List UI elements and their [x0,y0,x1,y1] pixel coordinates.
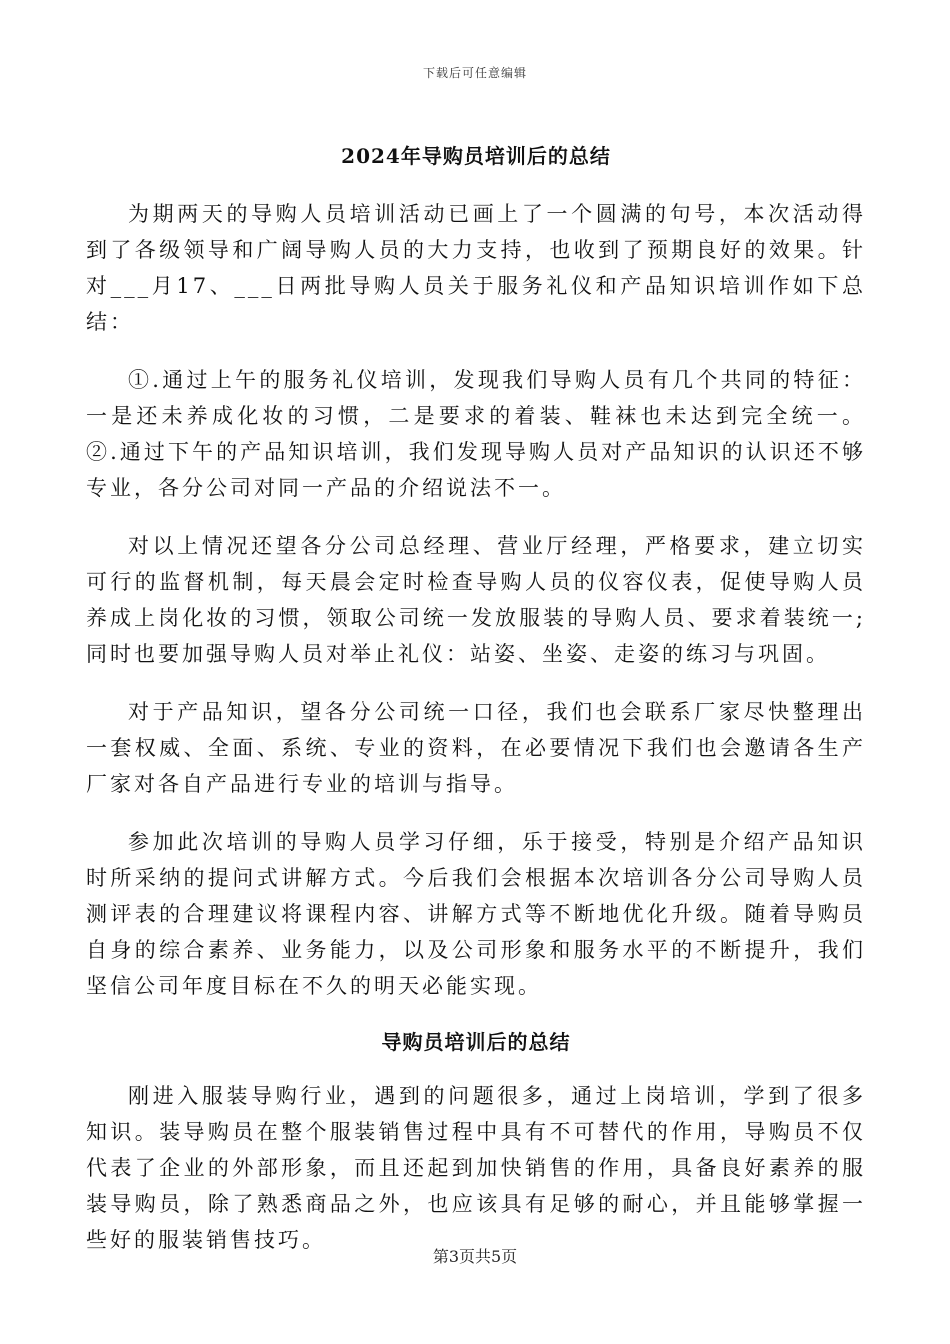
paragraph-product-knowledge: 对于产品知识，望各分公司统一口径，我们也会联系厂家尽快整理出一套权威、全面、系统、专业的资料，在必要情况下我们也会邀请各生产厂家对各自产品进行专业的培训与指导。 [86,700,866,796]
page-number: 第3页共5页 [432,1247,518,1266]
paragraph-intro: 为期两天的导购人员培训活动已画上了一个圆满的句号，本次活动得到了各级领导和广阔导购人员的大力支持，也收到了预期良好的效果。针对___月17、___日两批导购人员关于服务礼仪和产品知识培训作如下总结： [86,202,866,334]
paragraph-requirements: 对以上情况还望各分公司总经理、营业厅经理，严格要求，建立切实可行的监督机制，每天晨会定时检查导购人员的仪容仪表，促使导购人员养成上岗化妆的习惯，领取公司统一发放服装的导购人员、要求着装统一;同时也要加强导购人员对举止礼仪：站姿、坐姿、走姿的练习与巩固。 [86,534,866,666]
header-note: 下载后可任意编辑 [422,66,527,80]
document-body [86,140,866,1258]
paragraph-section-intro: 刚进入服装导购行业，遇到的问题很多，通过上岗培训，学到了很多知识。装导购员在整个服装销售过程中具有不可替代的作用，导购员不仅代表了企业的外部形象，而且还起到加快销售的作用，具备良好素养的服装导购员，除了熟悉商品之外，也应该具有足够的耐心，并且能够掌握一些好的服装销售技巧。 [86,1084,866,1252]
paragraph-findings: ①.通过上午的服务礼仪培训，发现我们导购人员有几个共同的特征：一是还未养成化妆的习惯，二是要求的着装、鞋袜也未达到完全统一。 ②.通过下午的产品知识培训，我们发现导购人员对产品知识的认识还不够专业，各分公司对同一产品的介绍说法不一。 [86,368,866,500]
section-title: 导购员培训后的总结 [381,1030,571,1054]
document-title: 2024年导购员培训后的总结 [341,144,611,168]
paragraph-conclusion: 参加此次培训的导购人员学习仔细，乐于接受，特别是介绍产品知识时所采纳的提问式讲解方式。今后我们会根据本次培训各分公司导购人员测评表的合理建议将课程内容、讲解方式等不断地优化升级。随着导购员自身的综合素养、业务能力，以及公司形象和服务水平的不断提升，我们坚信公司年度目标在不久的明天必能实现。 [86,830,866,998]
